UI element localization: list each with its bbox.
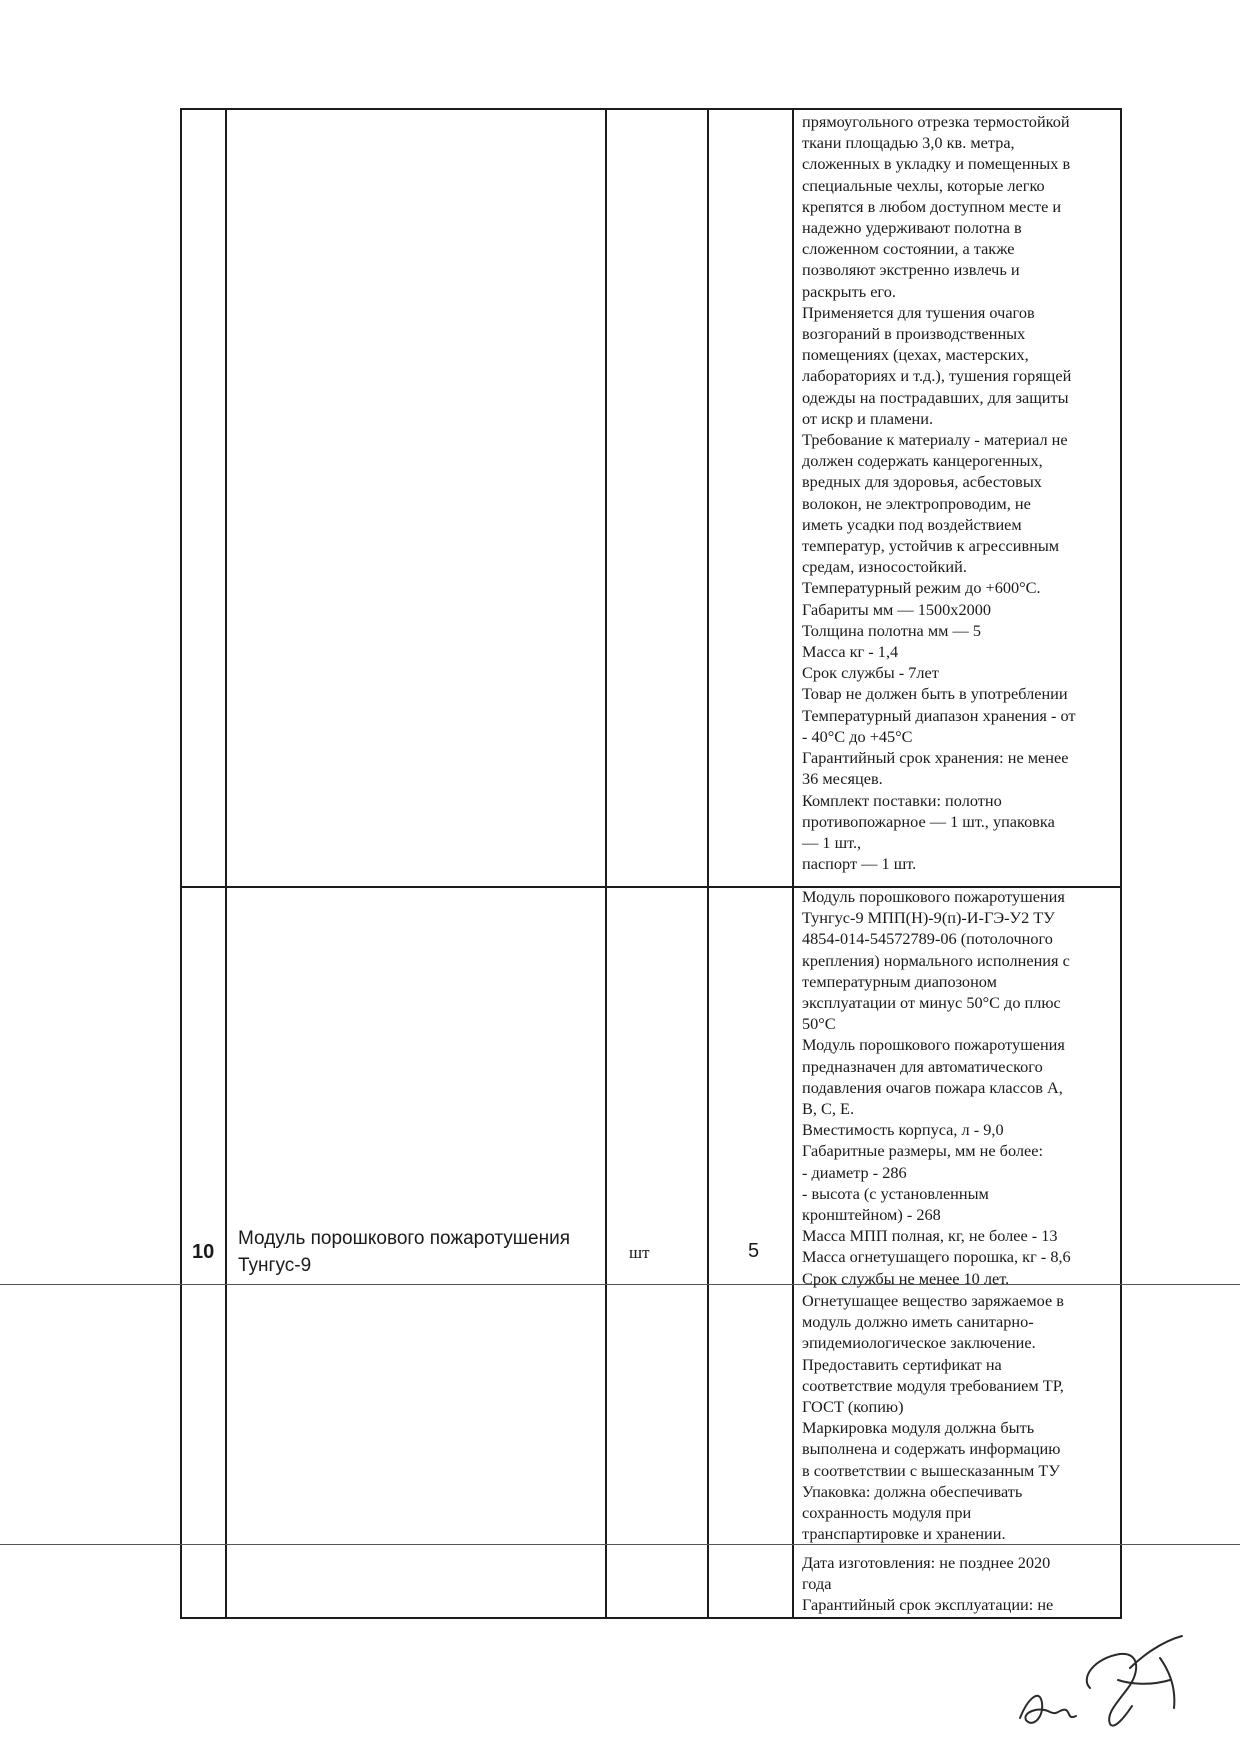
quantity: 5: [748, 1240, 760, 1262]
table-column-divider-quantity: [792, 108, 794, 1619]
product-description-part2: Огнетушащее вещество заряжаемое в модуль должно иметь санитарно- эпидемиологическое заключение. Предоставить сертификат на соответствие модуля требованием ТР, ГОСТ (копию) Маркировка модуля должна быть выполнена и содержать информацию в соответствии с вышесказанным ТУ Упаковка: должна обеспечивать сохранность модуля при транспартировке и хранении.: [802, 1291, 1064, 1544]
previous-row-description: прямоугольного отрезка термостойкой ткани площадью 3,0 кв. метра, сложенных в укладку и помещенных в специальные чехлы, которые легко крепятся в любом доступном месте и надежно удерживают полотна в сложенном состоянии, а также позволяют экстренно извлечь и раскрыть его. Применяется для тушения очагов возгораний в производственных помещениях (цехах, мастерских, лабораториях и т.д.), тушения горящей одежды на пострадавших, для защиты от искр и пламени. Требование к материалу - материал не должен содержать канцерогенных, вредных для здоровья, асбестовых волокон, не электропроводим, не иметь усадки под воздействием температур, устойчив к агрессивным средам, износостойкий. Температурный режим до +600°С. Габариты мм — 1500х2000 Толщина полотна мм — 5 Масса кг - 1,4 Срок службы - 7лет Товар не должен быть в употреблении Температурный диапазон хранения - от - 40°С до +45°С Гарантийный срок хранения: не менее 36 месяцев. Комплект поставки: полотно противопожарное — 1 шт., упаковка — 1 шт., паспорт — 1 шт.: [802, 112, 1076, 874]
row-number: 10: [192, 1241, 215, 1263]
product-description-part3: Дата изготовления: не позднее 2020 года Гарантийный срок эксплуатации: не: [802, 1553, 1054, 1615]
table-border-left: [180, 108, 182, 1619]
product-description-part1: Модуль порошкового пожаротушения Тунгус-9 МПП(Н)-9(п)-И-ГЭ-У2 ТУ 4854-014-54572789-06 (потолочного крепления) нормального исполнения с температурным диапозоном эксплуатации от минус 50°С до плюс 50°С Модуль порошкового пожаротушения предназначен для автоматического подавления очагов пожара классов А, В, С, Е. Вместимость корпуса, л - 9,0 Габаритные размеры, мм не более: - диаметр - 286 - высота (с установленным кронштейном) - 268 Масса МПП полная, кг, не более - 13 Масса огнетушащего порошка, кг - 8,6 Срок службы не менее 10 лет.: [802, 887, 1071, 1288]
table-column-divider-name: [605, 108, 607, 1619]
table-column-divider-unit: [707, 108, 709, 1619]
unit-of-measure: шт: [629, 1243, 650, 1262]
table-bottom-border: [180, 1617, 1122, 1619]
table-column-divider-number: [225, 108, 227, 1619]
table-top-border: [180, 108, 1122, 110]
product-name: Модуль порошкового пожаротушения Тунгус-9: [238, 1228, 571, 1276]
handwritten-signature: [1010, 1628, 1210, 1738]
